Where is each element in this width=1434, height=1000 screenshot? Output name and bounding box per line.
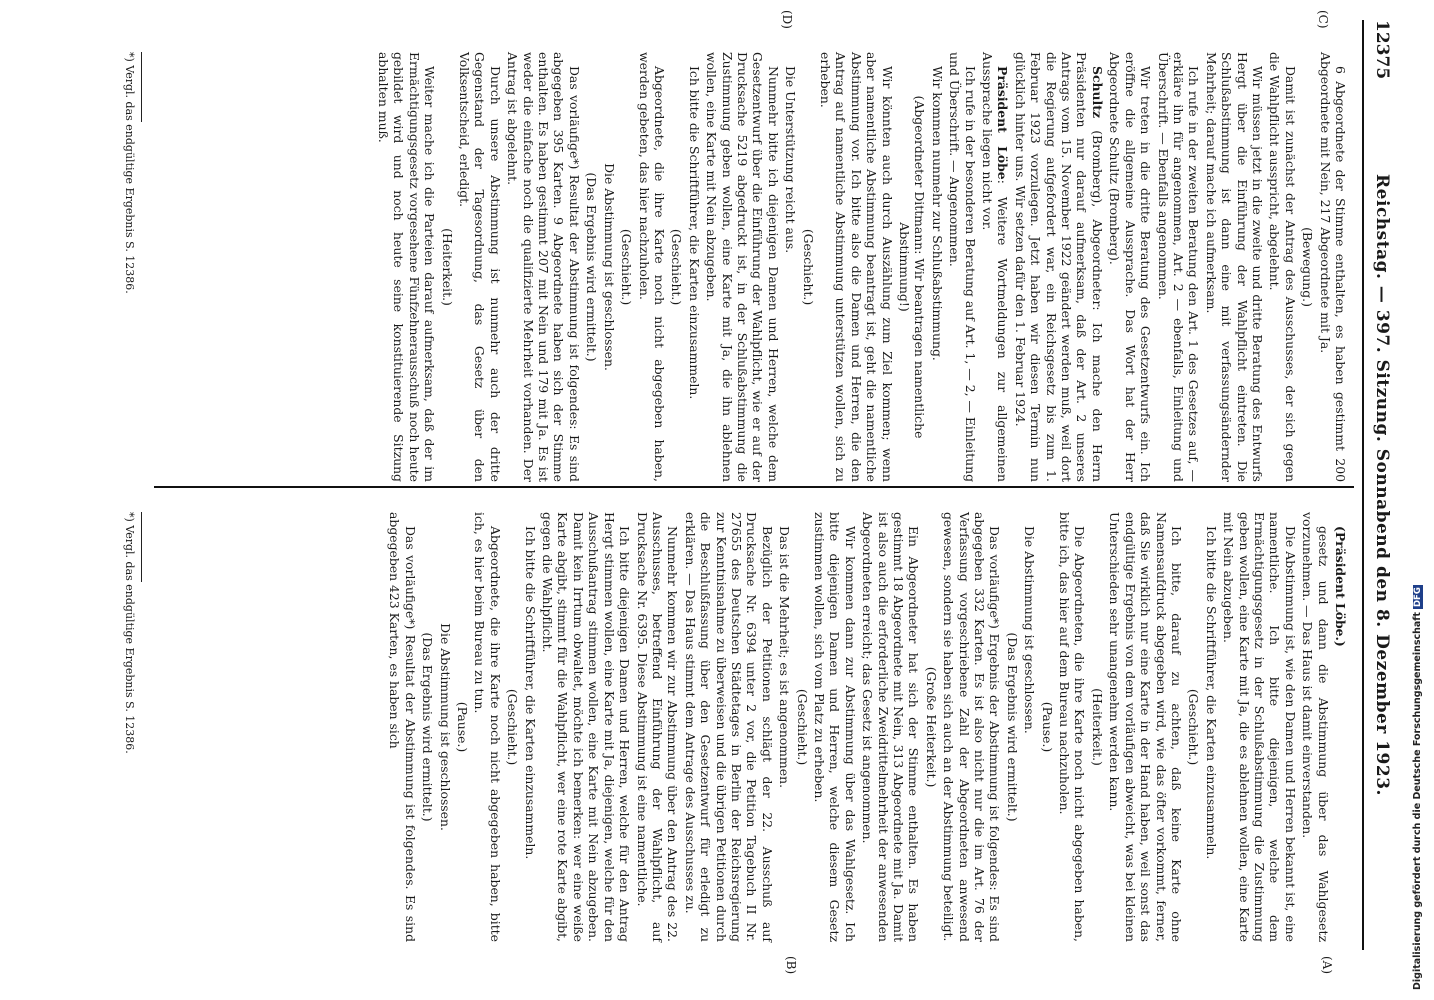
stage-direction: (Abgeordneter Dittmann: Wir beantragen namentliche Abstimmung!) (897, 95, 928, 439)
paragraph-text: Ich bitte, darauf zu achten, daß keine Karte ohne Namensaufdruck abgegeben wird, wie das öfter vorkommt, ferner, daß Sie wirklich nur eine Karte in der Hand haben, weil sonst das endgültige Ergebnis von dem vorläufigen abweicht, was bei kleinen Unterschieden sehr unangenehm werden kann. (1107, 512, 1184, 942)
paragraph-text: Durch unsere Abstimmung ist nunmehr auch der dritte Gegenstand der Tagesordnung, das Gesetz über den Volksentscheid, erledigt. (457, 52, 503, 482)
stage-direction: (Heiterkeit.) (439, 228, 455, 306)
left-column (374, 52, 1348, 482)
margin-mark-c: (C) (1316, 10, 1330, 29)
margin-mark-a: (A) (1320, 956, 1334, 975)
paragraph (686, 52, 701, 482)
paragraph (1317, 52, 1348, 482)
paragraph-text: Abgeordnete, die ihre Karte noch nicht abgegeben haben, bitte ich, es hier beim Bureau zu tun. (472, 512, 503, 942)
paragraph (818, 52, 895, 482)
paragraph (634, 512, 680, 942)
stage-direction: (Geschieht.) (1186, 688, 1202, 766)
digitization-credit (1412, 585, 1423, 990)
page-header (1364, 20, 1398, 950)
paragraph-text: Nunmehr bitte ich diejenigen Damen und Herren, welche dem Gesetzentwurf über die Einführung der Wahlpflicht, wie er auf der Drucksache 5219 abgedruckt ist, in der Schlußabstimmung die Zustimmung geben wollen, eine Karte mit Ja, die ihn ablehnen wollen, eine Karte mit Nein abzugeben. (704, 52, 781, 482)
page-number: 12375 (1372, 20, 1392, 80)
paragraph (1221, 512, 1298, 942)
paragraph (704, 52, 781, 482)
paragraph (812, 512, 858, 942)
stage-direction: Die Abstimmung ist geschlossen. (601, 163, 617, 371)
paragraph-text: (Bromberg), Abgeordneter: Ich mache den Herrn Präsidenten nur darauf aufmerksam, daß der Art. 2 unseres Antrags vom 15. November 1922 geändert werden muß, weil dort die Regierung aufgefordert war, ein Reichsgesetz bis zum 1. Februar 1923 vorzulegen. Jetzt haben wir diesen Termin nun glücklich hinter uns. Wir setzen dafür den 1. Februar 1924. (1012, 52, 1105, 482)
paragraph-text: 6 Abgeordnete der Stimme enthalten, es haben gestimmt 200 Abgeordnete mit Nein, 217 Abgeordnete mit Ja. (1317, 52, 1348, 482)
paragraph-text: Ich bitte die Schriftführer, die Karten einzusammeln. (1203, 526, 1219, 860)
paragraph (457, 52, 503, 482)
paragraph (1203, 52, 1265, 482)
column-divider (154, 486, 1354, 488)
speaker-name: Präsident Löbe (995, 66, 1011, 180)
stage-direction: (Das Ergebnis wird ermittelt.) (420, 632, 436, 822)
paragraph (1107, 512, 1184, 942)
paragraph (636, 52, 667, 482)
stage-direction: (Geschieht.) (800, 228, 816, 306)
paragraph-text: Ich rufe in der besonderen Beratung auf Art. 1, — 2, — Einleitung und Überschrift. — Angenommen. (947, 52, 978, 482)
right-column (385, 512, 1348, 942)
paragraph (387, 512, 418, 942)
dfg-logo: DFG (1413, 587, 1423, 608)
paragraph-text: Das vorläufige*) Resultat der Abstimmung ist folgendes: Es sind abgegeben 395 Karten. 9 Abgeordnete haben sich der Stimme enthalten. Es haben gestimmt 207 mit Nein und 179 mit Ja. Es ist weder die einfache noch die qualifizierte Mehrheit vorhanden. Der Antrag ist abgelehnt. (505, 52, 582, 482)
paragraph (783, 52, 798, 482)
paragraph (1203, 512, 1218, 942)
paragraph (929, 52, 944, 482)
paragraph-text: Ich bitte die Schriftführer, die Karten einzusammeln. (686, 66, 702, 400)
paragraph (522, 512, 537, 942)
paragraph (1012, 52, 1104, 482)
paragraph-text: Bezüglich der Petitionen schlägt der 22. Ausschuß auf Drucksache Nr. 6394 unter 2 vor, die Petition Tagebuch II Nr. 27655 des Deutschen Städtetages in Berlin der Reichsregierung zur Kenntnisnahme zu überweisen und die übrigen Petitionen durch die Beschlußfassung über den Gesetzentwurf für erledigt zu erklären. — Das Haus stimmt dem Antrage des Ausschusses zu. (682, 512, 775, 942)
right-footnote-rule (141, 512, 142, 582)
speaker-name: Schultz (1089, 66, 1105, 118)
speaker-name: (Präsident Löbe.) (1333, 526, 1348, 647)
paragraph-text: Wir müssen jetzt in die zweite und dritte Beratung des Entwurfs Hergt über die Einführung der Wahlpflicht eintreten. Die Schlußabstimmung ist dann eine mit verfassungsändernder Mehrheit; darauf mache ich aufmerksam. (1203, 52, 1265, 482)
stage-direction: Die Abstimmung ist geschlossen. (437, 623, 453, 831)
paragraph-text: Die Abstimmung ist geschlossen. (1022, 526, 1038, 734)
paragraph-text: Weiter mache ich die Parteien darauf aufmerksam, daß der im Ermächtigungsgesetz vorgesehene Fünfzehnerausschuß noch heute gebildet wird und noch heute seine konstituierende Sitzung abhalten muß. (376, 52, 438, 482)
paragraph-text: Die Abstimmung ist, wie den Damen und Herren bekannt ist, eine namentliche. Ich bitte diejenigen, welche dem Ermächtigungsgesetz in der Schlußabstimmung die Zustimmung geben wollen, eine Karte mit Ja, die es ablehnen wollen, eine Karte mit Nein abzugeben. (1221, 512, 1298, 942)
paragraph (947, 52, 978, 482)
paragraph (1155, 52, 1201, 482)
paragraph (1057, 512, 1088, 942)
paragraph (777, 512, 792, 942)
left-footnote: *) Vergl. das endgültige Ergebnis S. 12386. (123, 52, 136, 294)
paragraph-text: Ich bitte diejenigen Damen und Herren, welche für den Antrag Hergt stimmen wollen, eine Karte mit Ja, diejenigen, welche für den Ausschußantrag stimmen wollen, eine Karte mit Nein abzugeben. Damit kein Irrtum obwaltet, möchte ich bemerken: wer eine weiße Karte abgibt, stimmt für die Wahlpflicht, wer eine rote Karte abgibt, gegen die Wahlpflicht. (540, 512, 633, 942)
right-footnote: *) Vergl. das endgültige Ergebnis S. 12386. (123, 512, 136, 754)
stage-direction: (Pause.) (455, 701, 471, 753)
paragraph-text: Damit ist zunächst der Antrag des Ausschusses, der sich gegen die Wahlpflicht ausspricht, abgelehnt. (1267, 52, 1298, 482)
stage-direction: (Große Heiterkeit.) (923, 666, 939, 788)
paragraph (1333, 512, 1348, 942)
paragraph (1300, 512, 1331, 942)
paragraph (472, 512, 503, 942)
stage-direction: (Bewegung.) (1300, 227, 1316, 307)
paragraph-text: Das vorläufige*) Ergebnis der Abstimmung ist folgendes: Es sind abgegeben 332 Karten. Es ist also nicht nur die im Art. 76 der Verfassung vorgeschriebene Zahl der Abgeordneten anwesend gewesen, sondern sie haben sich auch an der Abstimmung beteiligt. (941, 512, 1003, 942)
paragraph-text: Das vorläufige*) Resultat der Abstimmung ist folgendes. Es sind abgegeben 423 Karten, es haben sich (387, 512, 418, 942)
paragraph-text: gesetz und dann die Abstimmung über das Wahlgesetz vorzunehmen. — Das Haus ist damit einverstanden. (1300, 512, 1331, 942)
paragraph-text: Abgeordnete, die ihre Karte noch nicht abgegeben haben, werden gebeten, das hier nachzuholen. (636, 52, 667, 482)
paragraph (941, 512, 1003, 942)
margin-mark-b: (B) (784, 956, 798, 975)
margin-mark-d: (D) (780, 10, 794, 29)
paragraph-text: Das ist die Mehrheit; es ist angenommen. (777, 526, 793, 789)
paragraph (1107, 52, 1153, 482)
paragraph-text: Wir kommen dann zur Abstimmung über das Wahlgesetz. Ich bitte diejenigen Damen und Herren, welche diesem Gesetz zustimmen wollen, sich vom Platz zu erheben. (812, 512, 858, 942)
stage-direction: (Heiterkeit.) (1089, 688, 1105, 766)
paragraph-text: Wir kommen nunmehr zur Schlußabstimmung. (929, 66, 945, 361)
paragraph (860, 512, 922, 942)
stage-direction: (Geschieht.) (619, 228, 635, 306)
stage-direction: (Pause.) (1039, 701, 1055, 753)
stage-direction: (Geschieht.) (669, 228, 685, 306)
paragraph (1267, 52, 1298, 482)
paragraph (505, 52, 582, 482)
stage-direction: (Das Ergebnis wird ermittelt.) (584, 172, 600, 362)
paragraph-text: Wir könnten auch durch Auszählung zum Ziel kommen; wenn aber namentliche Abstimmung beantragt ist, geht die namentliche Abstimmung vor. Ich bitte also die Damen und Herren, die den Antrag auf namentliche Abstimmung unterstützen wollen, sich zu erheben. (818, 52, 895, 482)
running-title: Reichstag. — 397. Sitzung. Sonnabend den 8. Dezember 1923. (1372, 174, 1392, 796)
stage-direction: (Geschieht.) (794, 688, 810, 766)
paragraph (682, 512, 774, 942)
paragraph-text: : Weitere Wortmeldungen zur allgemeinen Aussprache liegen nicht vor. (980, 52, 1011, 482)
paragraph (376, 52, 438, 482)
paragraph-text: Die Abgeordneten, die ihre Karte noch nicht abgegeben haben, bitte ich, das hier auf dem Bureau nachzuholen. (1057, 512, 1088, 942)
paragraph-text: Ich rufe in der zweiten Beratung den Art. 1 des Gesetzes auf, — erkläre ihn für angenommen, Art. 2 — ebenfalls, Einleitung und Überschrift. — Ebenfalls angenommen. (1155, 52, 1202, 482)
paragraph-text: Nunmehr kommen wir zur Abstimmung über den Antrag des 22. Ausschusses, betreffend Einführung der Wahlpflicht, auf Drucksache Nr. 6395. Diese Abstimmung ist eine namentliche. (634, 512, 681, 942)
left-footnote-rule (141, 52, 142, 122)
paragraph-text: Ein Abgeordneter hat sich der Stimme enthalten. Es haben gestimmt 18 Abgeordnete mit Nein, 313 Abgeordnete mit Ja. Damit ist also auch die erforderliche Zweidrittelmehrheit der anwesenden Abgeordneten erreicht; das Gesetz ist angenommen. (860, 512, 922, 942)
paragraph (540, 512, 632, 942)
stage-direction: (Das Ergebnis wird ermittelt.) (1004, 632, 1020, 822)
paragraph-text: Die Unterstützung reicht aus. (783, 66, 799, 254)
paragraph-text: Wir treten in die dritte Beratung des Gesetzentwurfs ein. Ich eröffne die allgemeine Aussprache. Das Wort hat der Herr Abgeordnete Schultz (Bromberg). (1107, 52, 1154, 482)
stage-direction: (Geschieht.) (505, 688, 521, 766)
header-rule (1362, 20, 1364, 950)
credit-text: Digitalisierung gefördert durch die Deutsche Forschungsgemeinschaft (1412, 612, 1423, 990)
paragraph (980, 52, 1011, 482)
paragraph-text: Ich bitte die Schriftführer, die Karten einzusammeln. (522, 526, 538, 860)
paragraph (1022, 512, 1037, 942)
